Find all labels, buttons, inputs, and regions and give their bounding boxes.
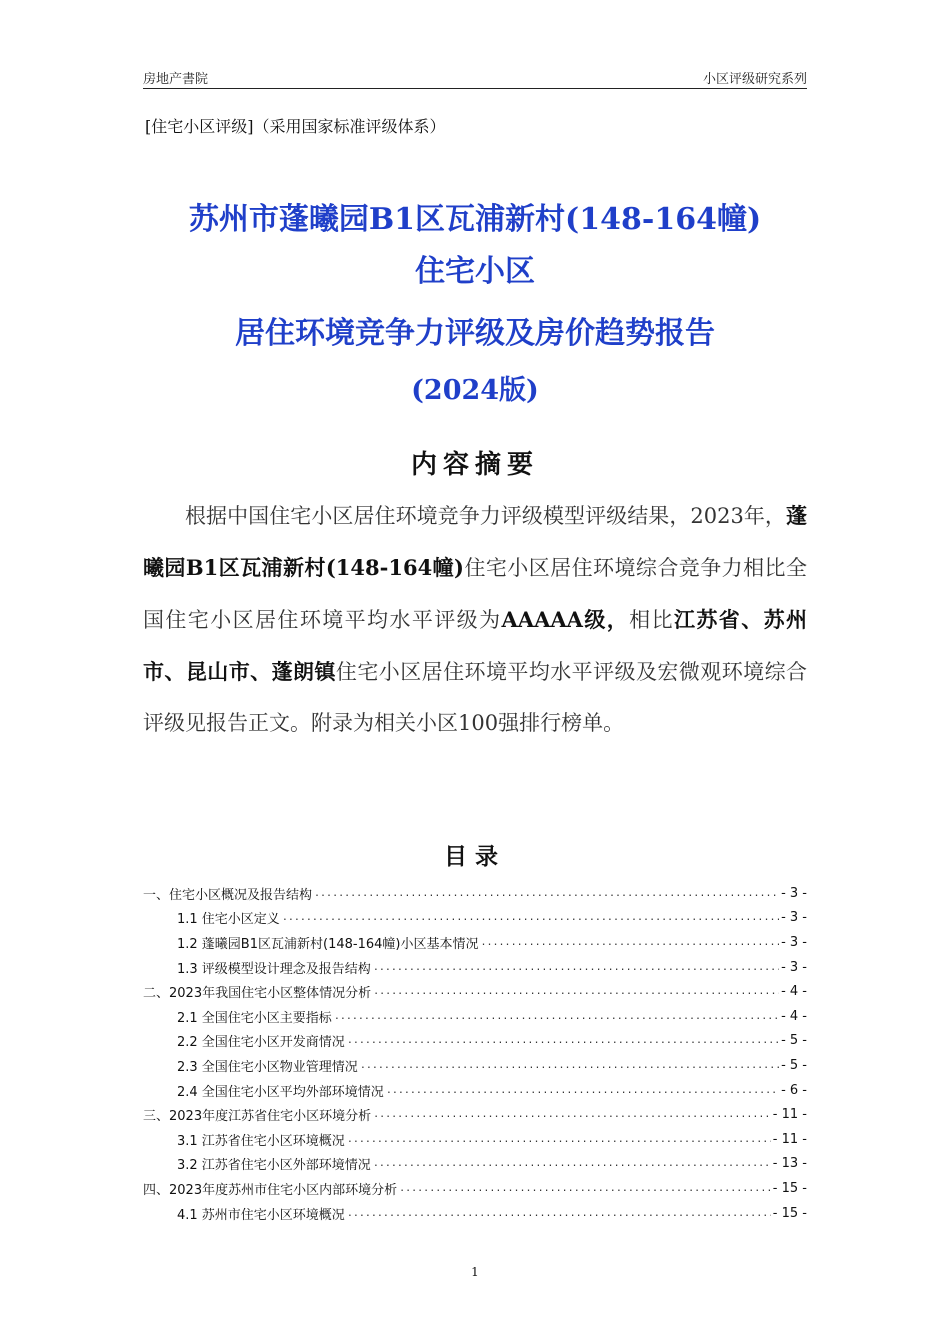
toc-entry-label: 2.3 全国住宅小区物业管理情况 — [177, 1059, 358, 1075]
toc-entry[interactable] — [143, 1201, 807, 1226]
toc-entry[interactable] — [143, 1176, 807, 1201]
toc-entry[interactable] — [143, 930, 807, 955]
toc-entry-label: 三、2023年度江苏省住宅小区环境分析 — [143, 1109, 372, 1125]
toc-entry-label: 二、2023年我国住宅小区整体情况分析 — [143, 986, 372, 1002]
abstract-text-1: 根据中国住宅小区居住环境竞争力评级模型评级结果，2023年， — [185, 504, 786, 528]
toc-entry-label: 2.1 全国住宅小区主要指标 — [177, 1010, 332, 1026]
toc-entry-page: - 3 - — [781, 959, 807, 975]
header-series: 小区评级研究系列 — [702, 72, 807, 87]
toc-leader-dots — [386, 1085, 779, 1096]
toc-leader-dots — [373, 962, 779, 973]
toc-leader-dots — [373, 1109, 771, 1120]
toc-entry-page: - 13 - — [772, 1156, 807, 1172]
toc-leader-dots — [480, 937, 779, 948]
toc-entry-label: 四、2023年度苏州市住宅小区内部环境分析 — [143, 1182, 398, 1198]
toc-leader-dots — [347, 1134, 771, 1145]
abstract-heading: 内容摘要 — [410, 450, 539, 480]
toc-entry-page: - 5 - — [781, 1033, 807, 1049]
toc-entry-page: - 4 - — [781, 984, 807, 1000]
toc-entry-label: 1.3 评级模型设计理念及报告结构 — [177, 961, 371, 977]
toc-leader-dots — [282, 912, 779, 923]
title-line-2: 住宅小区 — [415, 254, 535, 289]
toc-entry[interactable] — [143, 1078, 807, 1103]
toc-entry-page: - 15 - — [772, 1205, 807, 1221]
title-line-1: 苏州市蓬曦园B1区瓦浦新村(148-164幢) — [188, 202, 762, 237]
toc-leader-dots — [399, 1183, 771, 1194]
abstract-bold-community: 蓬曦园B1区瓦浦新村(148-164幢) — [143, 503, 807, 580]
toc-leader-dots — [373, 986, 779, 997]
toc-entry[interactable] — [143, 1152, 807, 1177]
toc-leader-dots — [373, 1158, 771, 1169]
toc-entry[interactable] — [143, 881, 807, 906]
header-publisher: 房地产書院 — [143, 72, 209, 87]
title-edition: (2024版) — [411, 375, 539, 406]
toc-entry-page: - 3 - — [781, 910, 807, 926]
toc-entry-label: 一、住宅小区概况及报告结构 — [143, 887, 313, 903]
toc-leader-dots — [347, 1035, 779, 1046]
title-line-3: 居住环境竞争力评级及房价趋势报告 — [235, 316, 715, 351]
toc-entry-page: - 11 - — [772, 1131, 807, 1147]
toc-entry[interactable] — [143, 1004, 807, 1029]
abstract-paragraph — [143, 490, 807, 749]
toc-entry[interactable] — [143, 1029, 807, 1054]
toc-entry[interactable] — [143, 1102, 807, 1127]
toc-entry-label: 3.2 江苏省住宅小区外部环境情况 — [177, 1158, 371, 1174]
toc-leader-dots — [360, 1060, 779, 1071]
toc-leader-dots — [347, 1208, 771, 1219]
toc-entry[interactable] — [143, 1053, 807, 1078]
page-number: 1 — [471, 1265, 479, 1279]
abstract-text-4: 住宅小区居住环境平均水平评级及宏微观环境综合评级见报告正文。附录为相关小区100强排行榜单。 — [143, 660, 808, 735]
toc-entry-label: 3.1 江苏省住宅小区环境概况 — [177, 1133, 345, 1149]
table-of-contents — [143, 881, 807, 1225]
toc-entry-label: 4.1 苏州市住宅小区环境概况 — [177, 1207, 345, 1223]
toc-entry-label: 1.1 住宅小区定义 — [177, 912, 280, 928]
toc-entry[interactable] — [143, 979, 807, 1004]
abstract-bold-rating: AAAAA级， — [501, 607, 630, 632]
toc-entry[interactable] — [143, 906, 807, 931]
toc-entry[interactable] — [143, 955, 807, 980]
abstract-text-2: 住宅小区居住环境综合竞争力相比全国住宅小区居住环境平均水平评级为 — [143, 556, 807, 632]
toc-entry-page: - 15 - — [772, 1180, 807, 1196]
toc-entry-page: - 5 - — [781, 1057, 807, 1073]
toc-entry-page: - 11 - — [772, 1107, 807, 1123]
toc-heading: 目录 — [444, 844, 506, 870]
abstract-bold-regions: 江苏省、苏州市、昆山市、蓬朗镇 — [143, 607, 808, 684]
toc-entry-page: - 3 - — [781, 885, 807, 901]
abstract-text-3: 相比 — [629, 608, 674, 632]
page-header — [143, 62, 807, 89]
toc-entry-label: 2.2 全国住宅小区开发商情况 — [177, 1035, 345, 1051]
toc-leader-dots — [314, 888, 779, 899]
toc-entry[interactable] — [143, 1127, 807, 1152]
toc-leader-dots — [334, 1011, 779, 1022]
toc-entry-page: - 4 - — [781, 1008, 807, 1024]
toc-entry-label: 2.4 全国住宅小区平均外部环境情况 — [177, 1084, 384, 1100]
toc-entry-page: - 3 - — [781, 934, 807, 950]
toc-entry-label: 1.2 蓬曦园B1区瓦浦新村(148-164幢)小区基本情况 — [177, 936, 479, 952]
toc-entry-page: - 6 - — [781, 1082, 807, 1098]
report-tagline: [住宅小区评级]（采用国家标准评级体系） — [145, 117, 446, 136]
